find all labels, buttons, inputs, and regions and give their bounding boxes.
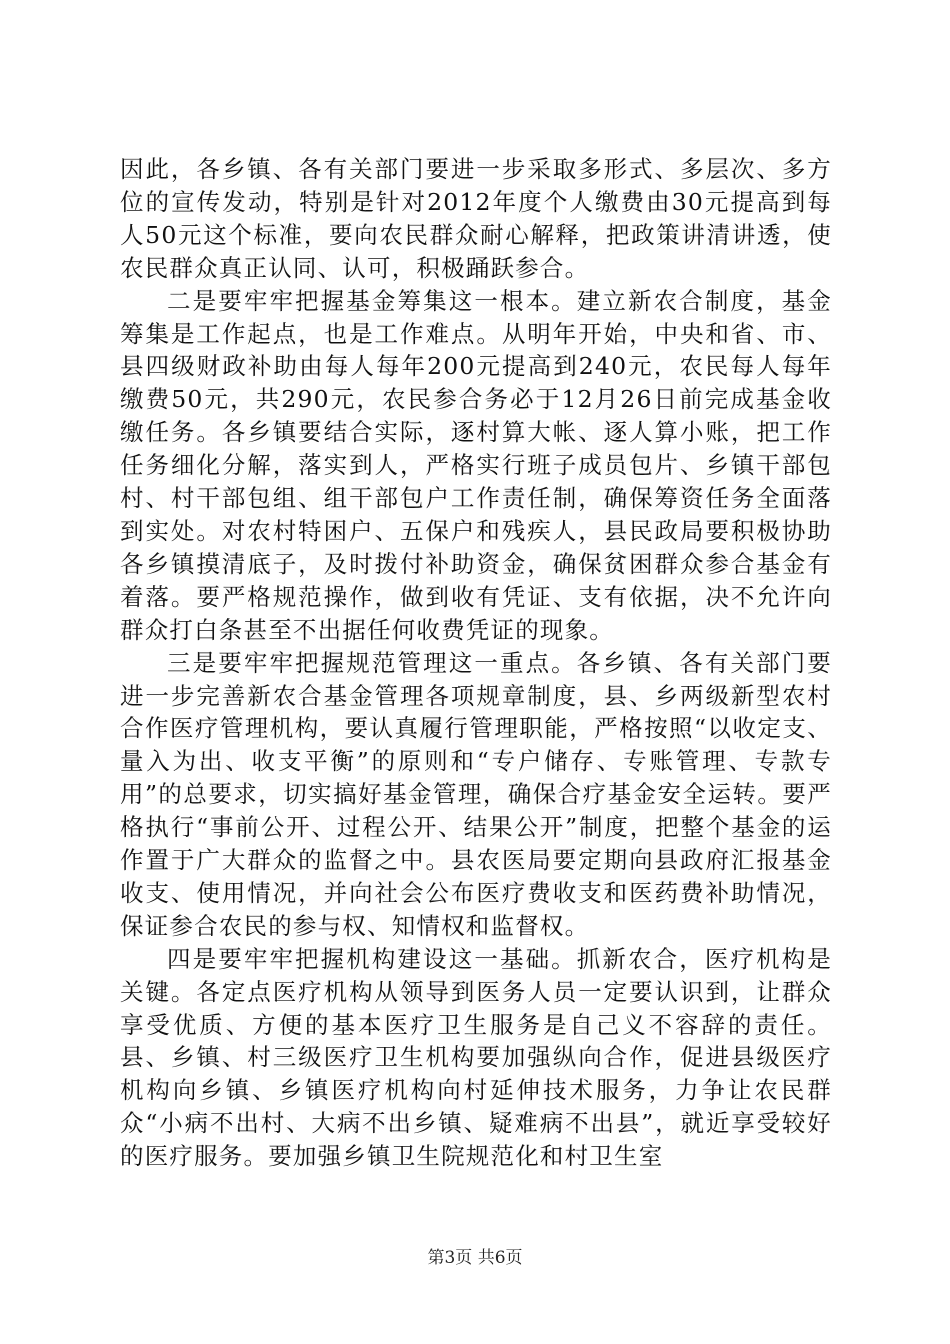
paragraph-institution-building: 四是要牢牢把握机构建设这一基础。抓新农合，医疗机构是关键。各定点医疗机构从领导到医务人员一定要认识到，让群众享受优质、方便的基本医疗卫生服务是自己义不容辞的责任。县、乡镇、村三级医疗卫生机构要加强纵向合作，促进县级医疗机构向乡镇、乡镇医疗机构向村延伸技术服务，力争让农民群众“小病不出村、大病不出乡镇、疑难病不出县”，就近享受较好的医疗服务。要加强乡镇卫生院规范化和村卫生室 [120, 944, 832, 1171]
document-body [120, 153, 832, 1173]
paragraph-continuation: 因此，各乡镇、各有关部门要进一步采取多形式、多层次、多方位的宣传发动，特别是针对2012年度个人缴费由30元提高到每人50元这个标准，要向农民群众耐心解释，把政策讲清讲透，使农民群众真正认同、认可，积极踊跃参合。 [120, 155, 832, 282]
page-number-footer: 第3页 共6页 [427, 1248, 523, 1268]
paragraph-standard-management: 三是要牢牢把握规范管理这一重点。各乡镇、各有关部门要进一步完善新农合基金管理各项规章制度，县、乡两级新型农村合作医疗管理机构，要认真履行管理职能，严格按照“以收定支、量入为出、收支平衡”的原则和“专户储存、专账管理、专款专用”的总要求，切实搞好基金管理，确保合疗基金安全运转。要严格执行“事前公开、过程公开、结果公开”制度，把整个基金的运作置于广大群众的监督之中。县农医局要定期向县政府汇报基金收支、使用情况，并向社会公布医疗费收支和医药费补助情况，保证参合农民的参与权、知情权和监督权。 [120, 648, 832, 940]
paragraph-fund-raising: 二是要牢牢把握基金筹集这一根本。建立新农合制度，基金筹集是工作起点，也是工作难点。从明年开始，中央和省、市、县四级财政补助由每人每年200元提高到240元，农民每人每年缴费50元，共290元，农民参合务必于12月26日前完成基金收缴任务。各乡镇要结合实际，逐村算大帐、逐人算小账，把工作任务细化分解，落实到人，严格实行班子成员包片、乡镇干部包村、村干部包组、组干部包户工作责任制，确保筹资任务全面落到实处。对农村特困户、五保户和残疾人，县民政局要积极协助各乡镇摸清底子，及时拨付补助资金，确保贫困群众参合基金有着落。要严格规范操作，做到收有凭证、支有依据，决不允许向群众打白条甚至不出据任何收费凭证的现象。 [120, 286, 832, 644]
